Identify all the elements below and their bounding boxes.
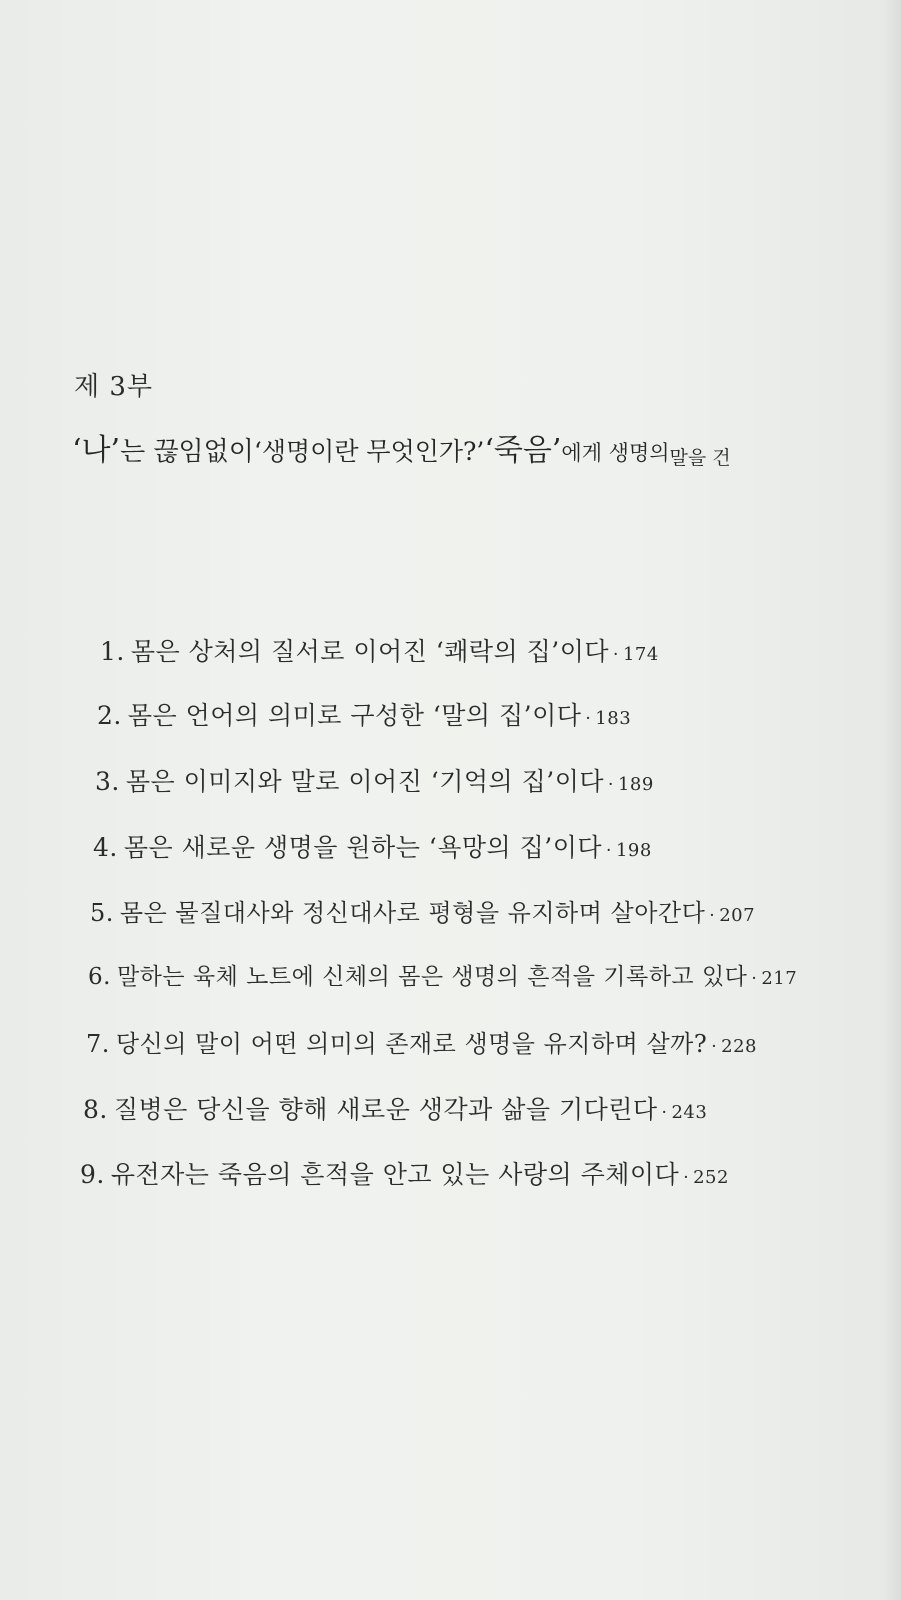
toc-item-number: 3. bbox=[95, 767, 120, 796]
toc-separator: · bbox=[709, 906, 716, 926]
toc-item-number: 1. bbox=[100, 637, 125, 666]
toc-item-title: 몸은 새로운 생명을 원하는 ‘욕망의 집’이다 bbox=[123, 833, 603, 862]
toc-separator: · bbox=[661, 1103, 668, 1123]
toc-item-number: 6. bbox=[88, 964, 111, 990]
toc-item-page: 252 bbox=[693, 1167, 729, 1188]
toc-item-title: 질병은 당신을 향해 새로운 생각과 삶을 기다린다 bbox=[113, 1095, 658, 1124]
toc-separator: · bbox=[711, 1037, 718, 1057]
toc-item-number: 7. bbox=[86, 1030, 110, 1058]
toc-item-title: 당신의 말이 어떤 의미의 존재로 생명을 유지하며 살까? bbox=[115, 1030, 708, 1058]
toc-item[interactable] bbox=[88, 958, 797, 991]
toc-item[interactable] bbox=[93, 828, 652, 864]
toc-item-title: 몸은 언어의 의미로 구성한 ‘말의 집’이다 bbox=[127, 701, 582, 730]
toc-separator: · bbox=[683, 1168, 690, 1188]
toc-item[interactable] bbox=[97, 696, 631, 732]
toc-item-title: 몸은 물질대사와 정신대사로 평형을 유지하며 살아간다 bbox=[119, 899, 706, 927]
toc-item-number: 4. bbox=[93, 833, 118, 862]
title-segment-3: 에게 생명의 bbox=[561, 441, 670, 465]
toc-item[interactable] bbox=[86, 1024, 757, 1059]
toc-item-title: 유전자는 죽음의 흔적을 안고 있는 사랑의 주체이다 bbox=[110, 1160, 680, 1189]
toc-separator: · bbox=[751, 969, 758, 989]
toc-item-title: 말하는 육체 노트에 신체의 몸은 생명의 흔적을 기록하고 있다 bbox=[116, 964, 748, 990]
toc-item-page: 198 bbox=[615, 840, 652, 861]
toc-separator: · bbox=[613, 645, 619, 665]
toc-item-page: 183 bbox=[595, 708, 632, 729]
toc-item[interactable] bbox=[95, 762, 654, 798]
toc-item-number: 9. bbox=[80, 1160, 105, 1189]
toc-item-number: 8. bbox=[83, 1095, 108, 1124]
toc-item-page: 207 bbox=[719, 905, 756, 926]
toc-item-page: 174 bbox=[622, 644, 659, 665]
title-quote-na: ‘나’ bbox=[72, 433, 121, 468]
toc-item-number: 5. bbox=[90, 899, 114, 927]
toc-separator: · bbox=[608, 775, 614, 795]
title-segment-1: 는 끊임없이 bbox=[120, 437, 254, 467]
toc-separator: · bbox=[585, 709, 592, 729]
toc-item-page: 217 bbox=[761, 968, 798, 989]
toc-item[interactable] bbox=[80, 1155, 729, 1191]
toc-item-title: 몸은 상처의 질서로 이어진 ‘쾌락의 집’이다 bbox=[130, 637, 610, 666]
title-segment-2: ‘생명이란 무엇인가?’ bbox=[253, 437, 485, 466]
title-quote-death: ‘죽음’ bbox=[484, 433, 562, 468]
toc-item-page: 228 bbox=[721, 1036, 757, 1057]
toc-separator: · bbox=[606, 841, 612, 861]
part-label: 제 3부 bbox=[74, 372, 154, 402]
toc-item-title: 몸은 이미지와 말로 이어진 ‘기억의 집’이다 bbox=[125, 767, 605, 796]
toc-item-page: 189 bbox=[617, 774, 654, 795]
toc-item[interactable] bbox=[90, 893, 755, 928]
toc-item[interactable] bbox=[100, 632, 659, 668]
toc-item[interactable] bbox=[83, 1090, 707, 1126]
toc-item-number: 2. bbox=[97, 701, 122, 730]
title-segment-4: 말을 건 bbox=[669, 447, 731, 469]
toc-item-page: 243 bbox=[671, 1102, 708, 1123]
